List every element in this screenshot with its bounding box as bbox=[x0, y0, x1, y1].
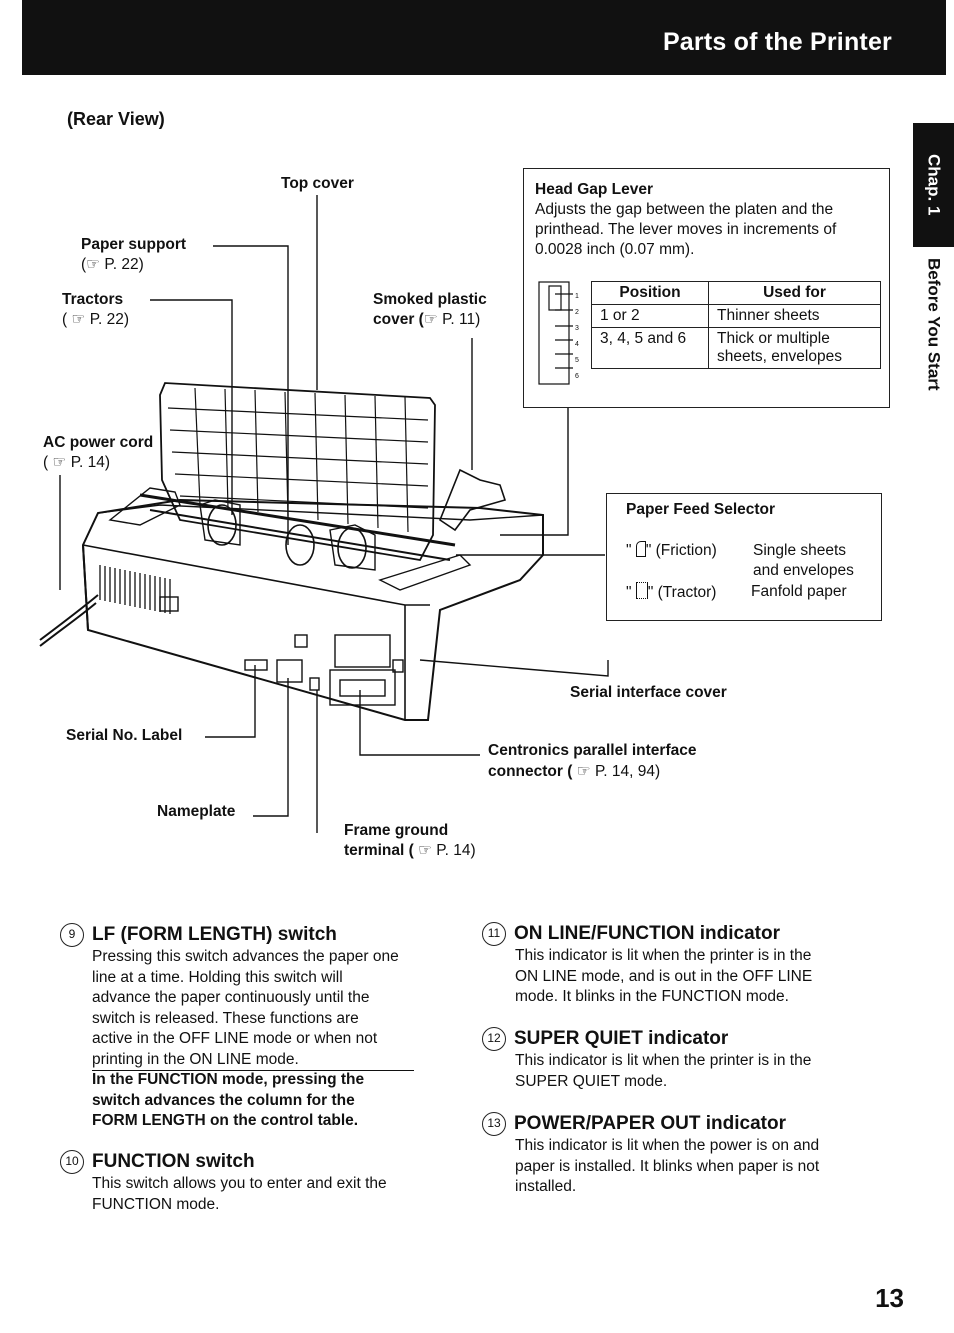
chapter-tab-label: Chap. 1 bbox=[924, 154, 944, 216]
item-number-badge: 9 bbox=[60, 923, 84, 947]
table-cell: 3, 4, 5 and 6 bbox=[592, 328, 709, 369]
table-row bbox=[592, 328, 881, 369]
function-switch-description: This switch allows you to enter and exit the FUNCTION mode. bbox=[92, 1175, 387, 1213]
item-number-badge: 11 bbox=[482, 922, 506, 946]
friction-icon bbox=[636, 541, 646, 557]
online-indicator-description: This indicator is lit when the printer is in the ON LINE mode, and is out in the OFF LINE mode. It blinks in the FUNCTION mode. bbox=[515, 947, 813, 1005]
reference-icon: ☞ bbox=[52, 454, 67, 471]
ac-power-label: AC power cord bbox=[43, 434, 154, 451]
head-gap-lever-graphic bbox=[537, 280, 585, 386]
nameplate-label: Nameplate bbox=[157, 803, 236, 820]
power-paper-out-heading: 13 POWER/PAPER OUT indicator bbox=[482, 1112, 786, 1136]
rear-view-title: (Rear View) bbox=[67, 109, 165, 129]
reference-icon: ☞ bbox=[423, 311, 438, 328]
lf-switch-heading: 9 LF (FORM LENGTH) switch bbox=[60, 923, 337, 947]
tractors-label: Tractors bbox=[62, 291, 124, 308]
table-header-position: Position bbox=[592, 282, 709, 305]
serial-no-label: Serial No. Label bbox=[66, 727, 183, 744]
super-quiet-heading: 12 SUPER QUIET indicator bbox=[482, 1027, 728, 1051]
friction-use: Single sheets and envelopes bbox=[753, 542, 854, 579]
page-title: Parts of the Printer bbox=[662, 28, 892, 56]
item-number-badge: 10 bbox=[60, 1150, 84, 1174]
super-quiet-description: This indicator is lit when the printer is in the SUPER QUIET mode. bbox=[515, 1052, 812, 1090]
reference-icon: ☞ bbox=[418, 842, 432, 859]
reference-icon: ☞ bbox=[71, 311, 86, 328]
centronics-ref: connector ( ☞ P. 14, 94) bbox=[488, 763, 661, 780]
table-cell: Thinner sheets bbox=[709, 305, 881, 328]
item-number-badge: 12 bbox=[482, 1027, 506, 1051]
section-tab-label: Before You Start bbox=[924, 258, 944, 391]
function-switch-heading: 10 FUNCTION switch bbox=[60, 1150, 255, 1174]
page-number: 13 bbox=[875, 1283, 904, 1313]
smoked-cover-label: Smoked plastic bbox=[373, 291, 487, 308]
ac-power-ref: ( ☞ P. 14) bbox=[43, 454, 111, 471]
lever-scale: 1 2 3 4 5 6 bbox=[575, 293, 579, 380]
friction-row: " " (Friction) bbox=[626, 542, 717, 559]
frame-ground-ref: terminal ( ☞ P. 14) bbox=[344, 842, 476, 859]
reference-icon: ☞ bbox=[86, 256, 101, 273]
smoked-cover-ref: cover (☞ P. 11) bbox=[373, 311, 481, 328]
table-cell: Thick or multiple sheets, envelopes bbox=[709, 328, 881, 369]
head-gap-table bbox=[591, 281, 881, 369]
tractor-icon bbox=[636, 582, 648, 599]
head-gap-title: Head Gap Lever bbox=[535, 181, 654, 198]
table-header-used-for: Used for bbox=[709, 282, 881, 305]
lf-switch-description: Pressing this switch advances the paper one line at a time. Holding this switch will advance the paper continuously until the switch is released. These functions are active in the OFF LINE mode or when not printing in the ON LINE mode. bbox=[92, 947, 418, 1071]
tractors-ref: ( ☞ P. 22) bbox=[62, 311, 130, 328]
tractor-use: Fanfold paper bbox=[751, 583, 847, 600]
lf-switch-function-note: In the FUNCTION mode, pressing the switch advances the column for the FORM LENGTH on the control table. bbox=[92, 1071, 365, 1129]
item-number-badge: 13 bbox=[482, 1112, 506, 1136]
centronics-label: Centronics parallel interface bbox=[488, 742, 697, 759]
paper-feed-title: Paper Feed Selector bbox=[626, 501, 776, 518]
power-paper-out-description: This indicator is lit when the power is on and paper is installed. It blinks when paper is not installed. bbox=[515, 1137, 820, 1195]
table-cell: 1 or 2 bbox=[592, 305, 709, 328]
head-gap-description: Adjusts the gap between the platen and the printhead. The lever moves in increments of 0.0028 inch (0.07 mm). bbox=[535, 201, 837, 258]
serial-cover-label: Serial interface cover bbox=[570, 684, 727, 701]
table-row bbox=[592, 305, 881, 328]
paper-support-label: Paper support bbox=[81, 236, 187, 253]
frame-ground-label: Frame ground bbox=[344, 822, 449, 839]
paper-support-ref: (☞ P. 22) bbox=[81, 256, 144, 273]
reference-icon: ☞ bbox=[576, 763, 591, 780]
online-indicator-heading: 11 ON LINE/FUNCTION indicator bbox=[482, 922, 780, 946]
top-cover-label: Top cover bbox=[281, 175, 354, 192]
tractor-row: " " (Tractor) bbox=[626, 584, 717, 601]
table-header-row bbox=[592, 282, 881, 305]
